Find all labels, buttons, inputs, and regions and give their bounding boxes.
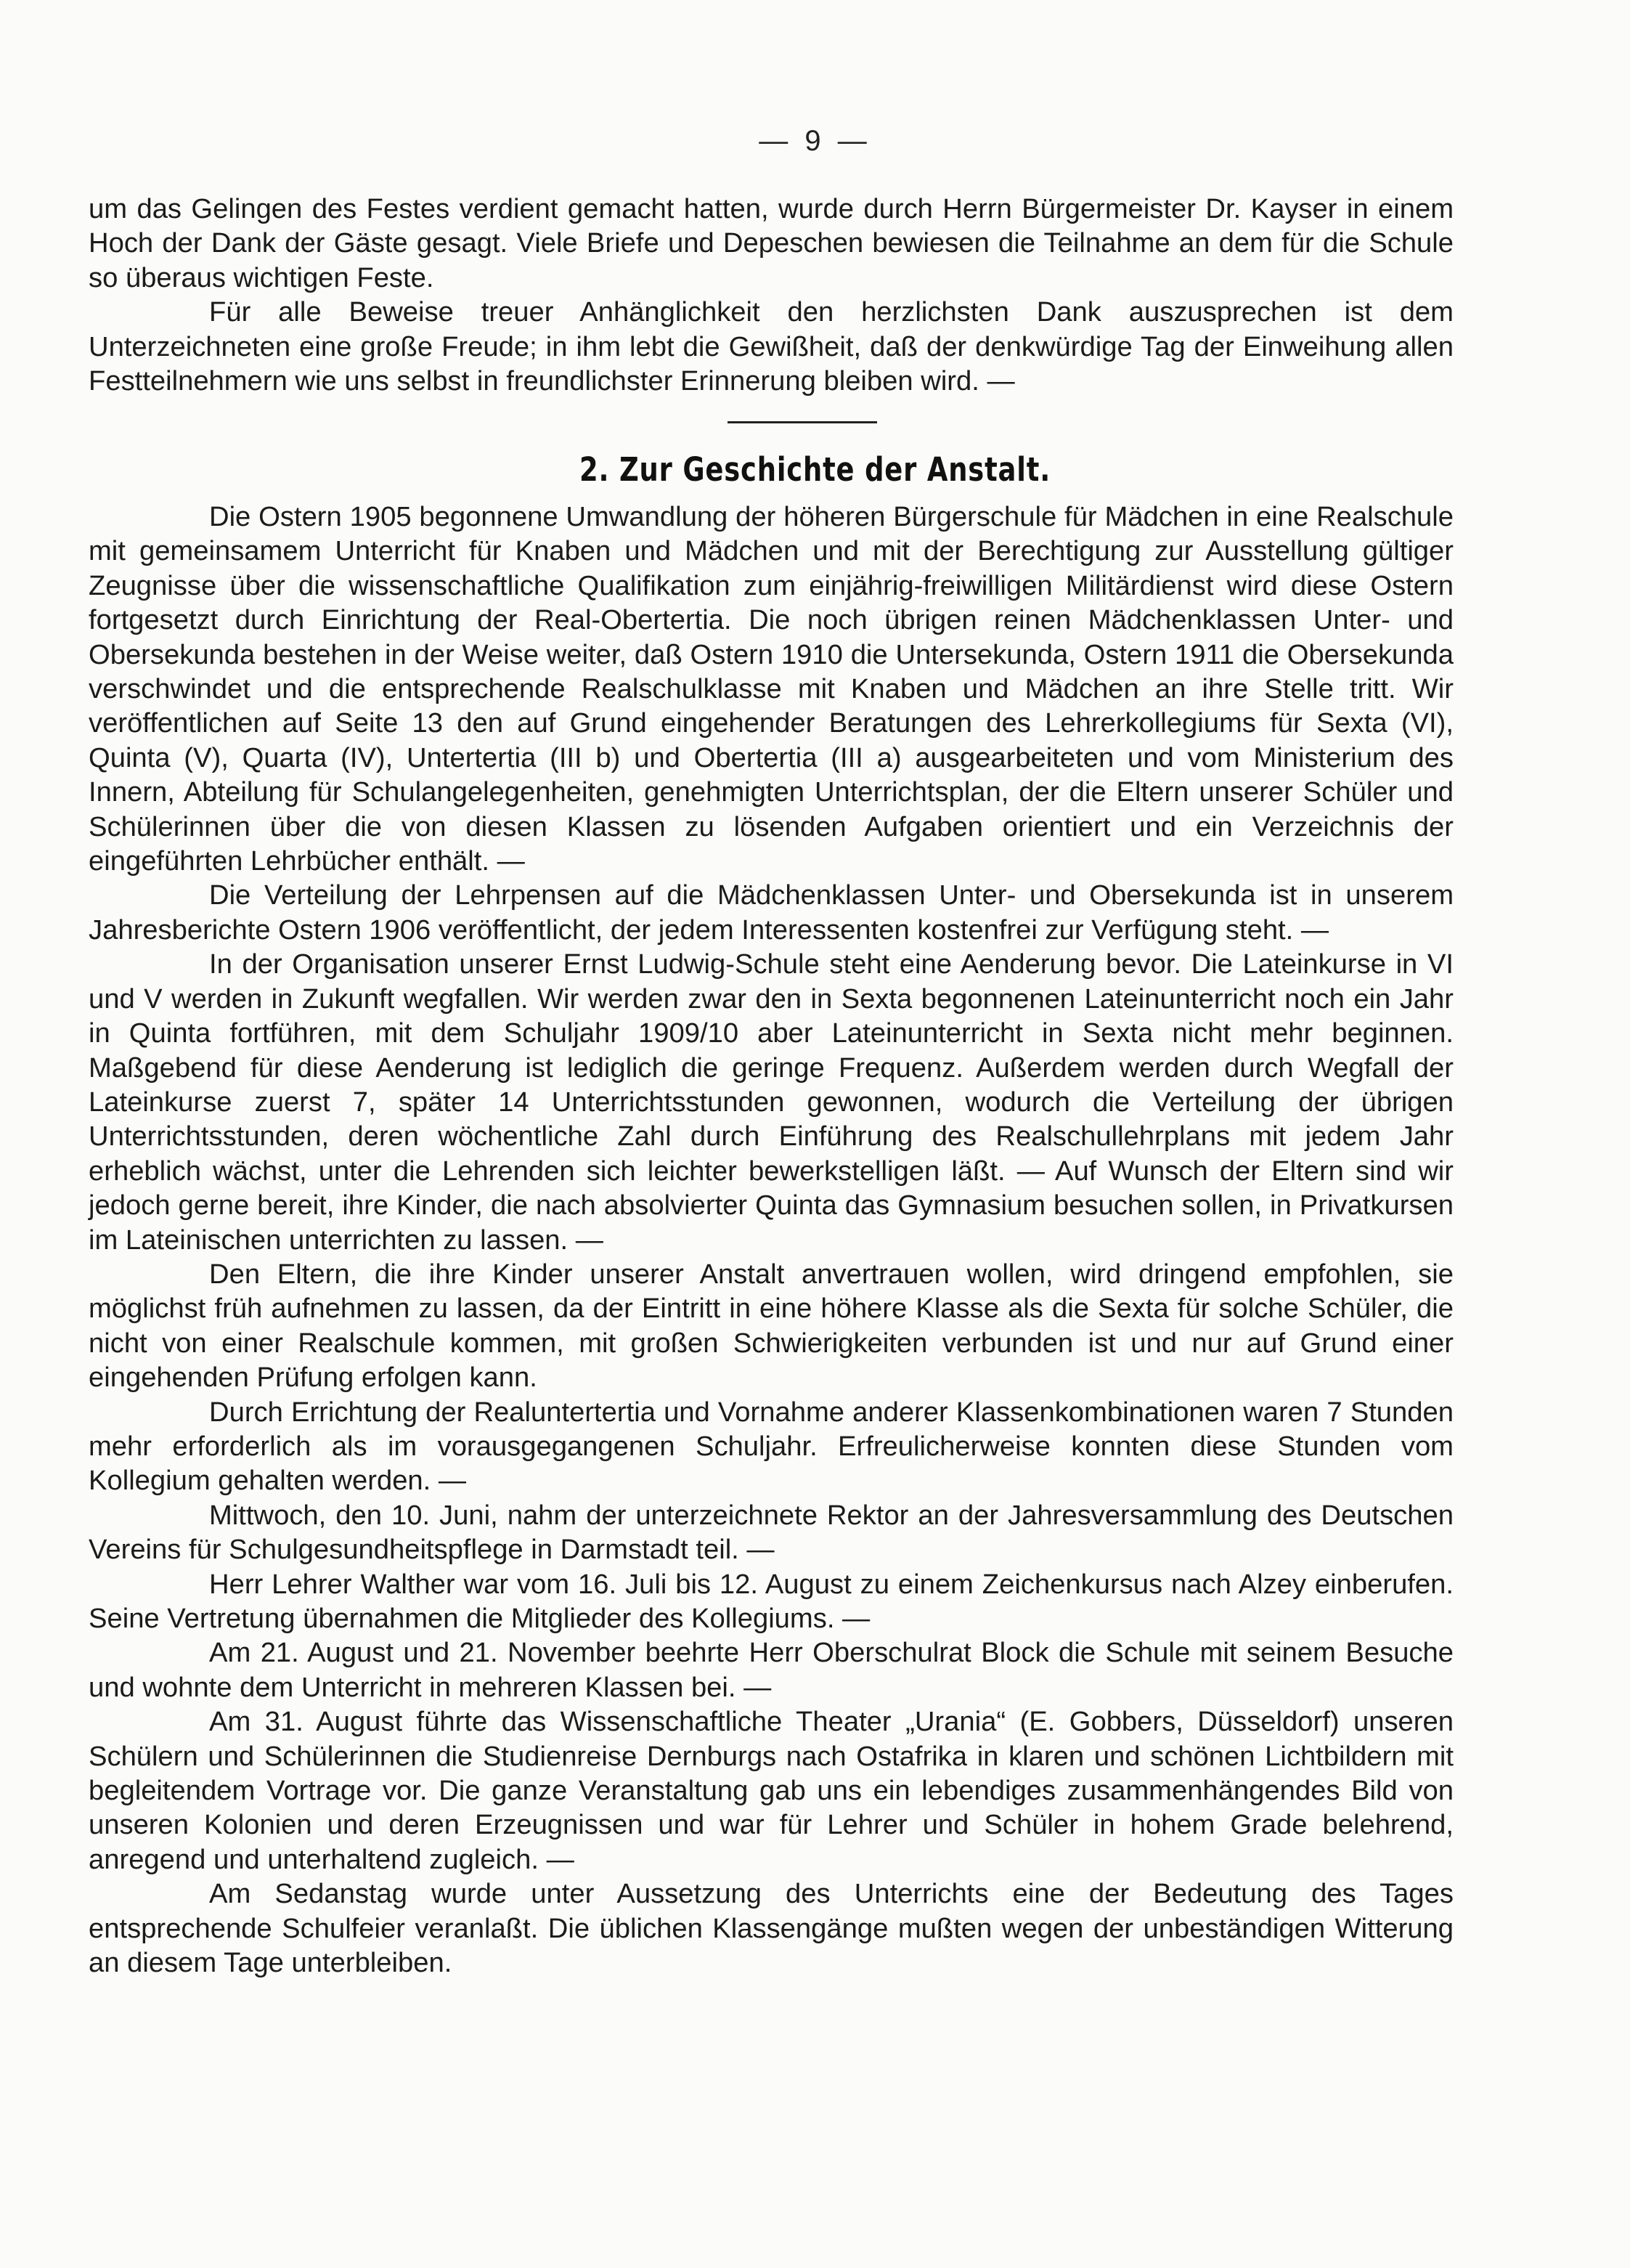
section-paragraph-4: Den Eltern, die ihre Kinder unserer Anstalt anvertrauen wollen, wird dringend empfohlen, sie möglichst früh aufnehmen zu lassen, da der Eintritt in eine höhere Klasse als die Sexta für solche Schüler, die nicht von einer Realschule kommen, mit großen Schwierigkeiten verbunden ist und nur auf Grund einer eingehenden Prüfung erfolgen kann.: [89, 1258, 1454, 1394]
section-paragraph-10: Am Sedanstag wurde unter Aussetzung des Unterrichts eine der Bedeutung des Tages entsprechende Schulfeier veranlaßt. Die üblichen Klassengänge mußten wegen der unbeständigen Witterung an diesem Tage unterbleiben.: [89, 1878, 1454, 1979]
section-paragraph-9: Am 31. August führte das Wissenschaftliche Theater „Urania“ (E. Gobbers, Düsseldorf) unseren Schülern und Schülerinnen die Studienreise Dernburgs nach Ostafrika in klaren und schönen Lichtbildern mit begleitendem Vortrage vor. Die ganze Veranstaltung gab uns ein lebendiges zusammenhängendes Bild von unseren Kolonien und deren Erzeugnissen und war für Lehrer und Schüler in hohem Grade belehrend, anregend und unterhaltend zugleich. —: [89, 1706, 1454, 1875]
page-number: — 9 —: [759, 125, 871, 157]
intro-paragraph-1: um das Gelingen des Festes verdient gemacht hatten, wurde durch Herrn Bürgermeister Dr. Kayser in einem Hoch der Dank der Gäste gesagt. Viele Briefe und Depeschen bewiesen die Teilnahme an dem für die Schule so überaus wichtigen Feste.: [89, 193, 1454, 293]
intro-text: [89, 192, 1454, 398]
section-heading: 2. Zur Geschichte der Anstalt.: [579, 450, 1051, 489]
section-paragraph-5: Durch Errichtung der Realuntertertia und Vornahme anderer Klassenkombinationen waren 7 Stunden mehr erforderlich als im vorausgegangenen Schuljahr. Erfreulicherweise konnten diese Stunden vom Kollegium gehalten werden. —: [89, 1396, 1454, 1497]
section-body: [89, 500, 1454, 1980]
section-paragraph-3: In der Organisation unserer Ernst Ludwig-Schule steht eine Aenderung bevor. Die Lateinkurse in VI und V werden in Zukunft wegfallen. Wir werden zwar den in Sexta begonnenen Lateinunterricht noch ein Jahr in Quinta fortführen, mit dem Schuljahr 1909/10 aber Lateinunterricht in Sexta nicht mehr beginnen. Maßgebend für diese Aenderung ist lediglich die geringe Frequenz. Außerdem werden durch Wegfall der Lateinkurse zuerst 7, später 14 Unterrichtsstunden gewonnen, wodurch die Verteilung der übrigen Unterrichtsstunden, deren wöchentliche Zahl durch Einführung des Realschullehrplans mit jedem Jahr erheblich wächst, unter die Lehrenden sich leichter bewerkstelligen läßt. — Auf Wunsch der Eltern sind wir jedoch gerne bereit, ihre Kinder, die nach absolvierter Quinta das Gymnasium besuchen sollen, in Privatkursen im Lateinischen unterrichten zu lassen. —: [89, 948, 1454, 1256]
section-paragraph-8: Am 21. August und 21. November beehrte Herr Oberschulrat Block die Schule mit seinem Besuche und wohnte dem Unterricht in mehreren Klassen bei. —: [89, 1637, 1454, 1703]
intro-paragraph-2: Für alle Beweise treuer Anhänglichkeit den herzlichsten Dank auszusprechen ist dem Unterzeichneten eine große Freude; in ihm lebt die Gewißheit, daß der denkwürdige Tag der Einweihung allen Festteilnehmern wie uns selbst in freundlichster Erinnerung bleiben wird. —: [89, 296, 1454, 397]
section-divider: [728, 421, 877, 423]
section-paragraph-2: Die Verteilung der Lehrpensen auf die Mädchenklassen Unter- und Obersekunda ist in unserem Jahresberichte Ostern 1906 veröffentlicht, der jedem Interessenten kostenfrei zur Verfügung steht. —: [89, 879, 1454, 946]
section-paragraph-7: Herr Lehrer Walther war vom 16. Juli bis 12. August zu einem Zeichenkursus nach Alzey einberufen. Seine Vertretung übernahmen die Mitglieder des Kollegiums. —: [89, 1568, 1454, 1634]
section-paragraph-6: Mittwoch, den 10. Juni, nahm der unterzeichnete Rektor an der Jahresversammlung des Deutschen Vereins für Schulgesundheitspflege in Darmstadt teil. —: [89, 1499, 1454, 1566]
section-paragraph-1: Die Ostern 1905 begonnene Umwandlung der höheren Bürgerschule für Mädchen in eine Realschule mit gemeinsamem Unterricht für Knaben und Mädchen und mit der Berechtigung zur Ausstellung gültiger Zeugnisse über die wissenschaftliche Qualifikation zum einjährig-freiwilligen Militärdienst wird diese Ostern fortgesetzt durch Einrichtung der Real-Obertertia. Die noch übrigen reinen Mädchenklassen Unter- und Obersekunda bestehen in der Weise weiter, daß Ostern 1910 die Untersekunda, Ostern 1911 die Obersekunda verschwindet und die entsprechende Realschulklasse mit Knaben und Mädchen an ihre Stelle tritt. Wir veröffentlichen auf Seite 13 den auf Grund eingehender Beratungen des Lehrerkollegiums für Sexta (VI), Quinta (V), Quarta (IV), Untertertia (III b) und Obertertia (III a) ausgearbeiteten und vom Ministerium des Innern, Abteilung für Schulangelegenheiten, genehmigten Unterrichtsplan, der die Eltern unserer Schüler und Schülerinnen über die von diesen Klassen zu lösenden Aufgaben orientiert und ein Verzeichnis der eingeführten Lehrbücher enthält. —: [89, 501, 1454, 877]
